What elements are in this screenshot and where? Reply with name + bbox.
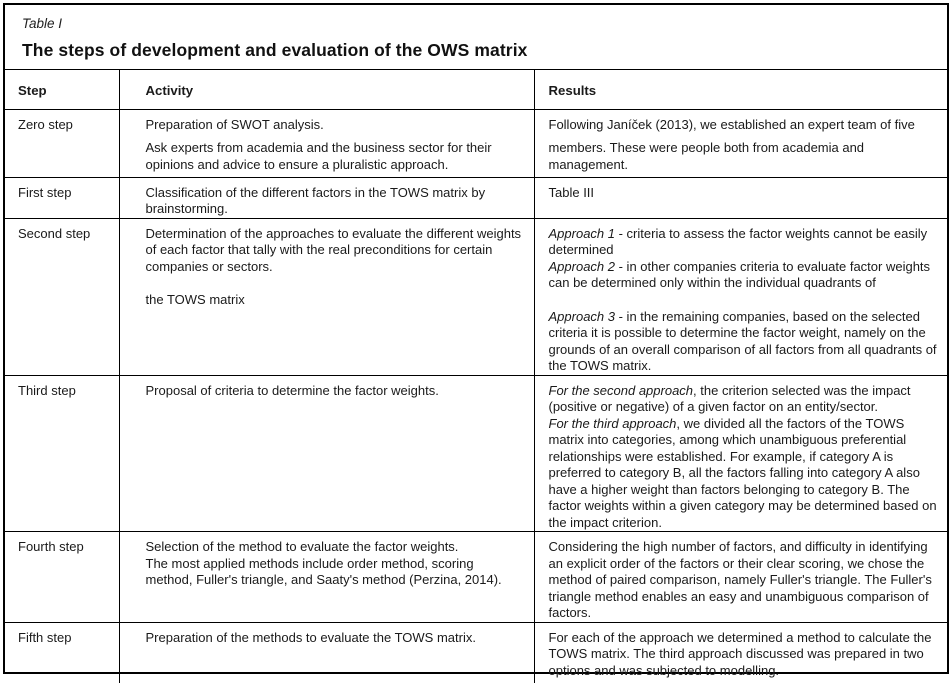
paragraph-text: Classification of the different factors in the TOWS matrix by brainstorming. (145, 184, 486, 216)
paragraph (549, 539, 943, 622)
paragraph-text: Considering the high number of factors, and difficulty in identifying an explicit order of the factors or their clear scoring, we chose the method of paired comparison, namely Fuller's triangle. The Fuller's triangle method enables an easy and unambiguous comparison of factors. (548, 539, 932, 620)
results-cell (534, 622, 947, 683)
column-header-activity: Activity (119, 70, 534, 109)
paragraph-text: , we divided all the factors of the TOWS matrix into categories, among which unambiguous preferential relationships were established. For example, if category A is preferred to category B, all the factors falling into category A also have a higher weight than factors belonging to category B. The factor weights within a given category may be determined based on the impact criterion. (548, 415, 937, 530)
step-cell: Zero step (5, 109, 119, 177)
results-cell (534, 218, 947, 375)
step-cell: Third step (5, 375, 119, 532)
paragraph (146, 630, 524, 647)
activity-cell (119, 218, 534, 375)
paragraph-text: , the criterion selected was the impact (positive or negative) of a given factor on an entity/sector. (548, 382, 911, 414)
activity-cell (119, 532, 534, 623)
table-row (5, 109, 947, 177)
paragraph-text: The most applied methods include order method, scoring method, Fuller's triangle, and Saaty's method (Perzina, 2014). (145, 555, 502, 587)
paragraph-text: Table III (548, 184, 595, 200)
paragraph-text: - criteria to assess the factor weights cannot be easily determined (548, 225, 928, 257)
header-row (5, 70, 947, 109)
table-row (5, 375, 947, 532)
column-header-step: Step (5, 70, 119, 109)
paragraph (549, 416, 943, 532)
paragraph (549, 226, 943, 259)
activity-cell (119, 375, 534, 532)
paragraph-text: Determination of the approaches to evaluate the different weights of each factor that tally with the real preconditions for certain companies or sectors. (145, 225, 522, 274)
step-cell: Second step (5, 218, 119, 375)
results-cell (534, 532, 947, 623)
table-label: Table I (22, 16, 63, 31)
step-cell: First step (5, 177, 119, 218)
paragraph (146, 140, 524, 173)
step-cell: Fourth step (5, 532, 119, 623)
results-cell (534, 375, 947, 532)
table-row (5, 622, 947, 683)
step-cell: Fifth step (5, 622, 119, 683)
paragraph (146, 226, 524, 276)
results-cell (534, 177, 947, 218)
paragraph-text: Following Janíček (2013), we established an expert team of five (548, 116, 915, 132)
paragraph-text: Preparation of SWOT analysis. (145, 116, 324, 132)
paragraph-text: the TOWS matrix (145, 292, 245, 307)
table-caption (5, 5, 947, 70)
paragraph (549, 309, 943, 375)
paragraph (549, 630, 943, 680)
paragraph (549, 185, 943, 202)
paragraph-text: For each of the approach we determined a method to calculate the TOWS matrix. The third approach discussed was prepared in two options and was subjected to modelling. (548, 629, 932, 678)
paragraph-text: Preparation of the methods to evaluate the TOWS matrix. (145, 629, 476, 645)
paragraph (549, 383, 943, 416)
paragraph (549, 140, 943, 173)
table-frame (3, 3, 949, 678)
paragraph-text: Ask experts from academia and the business sector for their opinions and advice to ensure a pluralistic approach. (145, 140, 492, 172)
table-row (5, 532, 947, 623)
italic-lead: Approach 3 (548, 308, 615, 324)
table-row (5, 177, 947, 218)
activity-cell (119, 622, 534, 683)
activity-cell (119, 177, 534, 218)
paragraph-text: - in the remaining companies, based on the selected criteria it is possible to determine the factor weight, namely on the grounds of an overall comparison of all factors from all quadrants of the TOWS matrix. (548, 308, 937, 373)
paragraph (549, 117, 943, 134)
italic-lead: For the third approach (548, 415, 677, 431)
paragraph (146, 185, 524, 218)
activity-cell (119, 109, 534, 177)
paragraph (146, 117, 524, 134)
italic-lead: Approach 2 (548, 258, 615, 274)
paragraph (146, 383, 524, 400)
table-heading: The steps of development and evaluation of the OWS matrix (22, 40, 528, 60)
steps-table (5, 70, 947, 683)
paragraph-text: Selection of the method to evaluate the factor weights. (145, 539, 459, 554)
paragraph (146, 539, 524, 556)
column-header-results: Results (534, 70, 947, 109)
italic-lead: For the second approach (548, 382, 694, 398)
results-cell (534, 109, 947, 177)
paragraph (146, 292, 524, 309)
paragraph-text: Proposal of criteria to determine the factor weights. (145, 382, 439, 398)
table-row (5, 218, 947, 375)
paragraph-text: members. These were people both from academia and management. (548, 140, 865, 172)
italic-lead: Approach 1 (548, 225, 615, 241)
paragraph-text: - in other companies criteria to evaluate factor weights can be determined only within the individual quadrants of (548, 258, 931, 290)
table-body (5, 109, 947, 683)
paragraph (549, 259, 943, 292)
paragraph (146, 556, 524, 589)
